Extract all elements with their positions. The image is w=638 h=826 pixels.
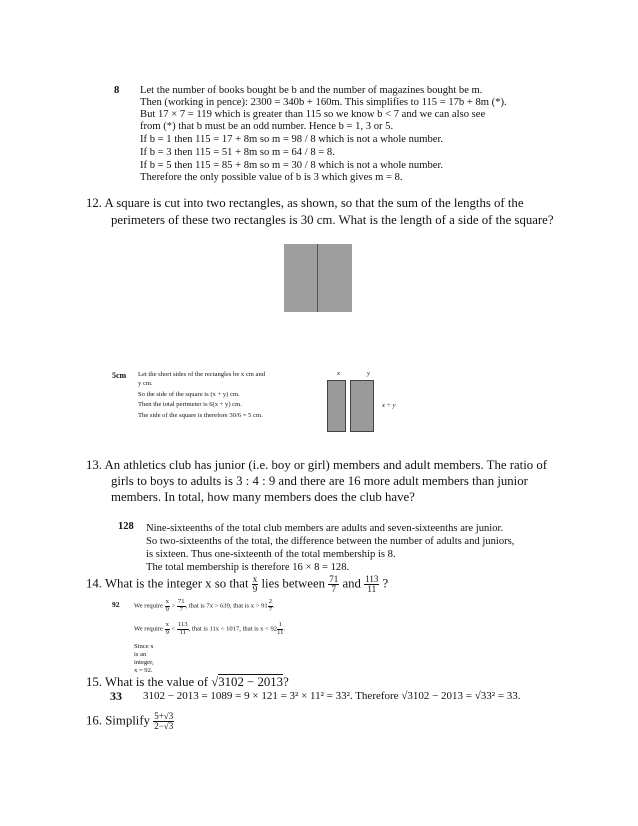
question-text: 13. An athletics club has junior (i.e. boy or girl) members and adult members. The ratio of bbox=[86, 458, 548, 472]
question-text: ? bbox=[283, 675, 289, 689]
solution-line: If b = 3 then 115 = 51 + 8m so m = 64 / 8 = 8. bbox=[140, 147, 335, 158]
radicand: 3102 − 2013 bbox=[218, 675, 284, 689]
solution-answer: 128 bbox=[118, 521, 134, 532]
solution-line: is sixteen. Thus one-sixteenth of the total membership is 8. bbox=[146, 549, 396, 560]
solution-line: Then (working in pence): 2300 = 340b + 160m. This simplifies to 115 = 17b + 8m (*). bbox=[140, 97, 507, 108]
numerator: x bbox=[252, 574, 258, 584]
numerator: 5+√3 bbox=[154, 711, 174, 721]
rectangle-left bbox=[327, 380, 346, 432]
denominator: 11 bbox=[367, 584, 377, 594]
solution-line: y cm. bbox=[138, 380, 153, 387]
solution-line: We require $\frac{x}{9}$ < $\frac{113}{11}$ , that is 11x < 1017, that is x < 92 $\frac{1}{11}$ . bbox=[134, 621, 286, 636]
cut-line bbox=[317, 244, 318, 312]
label-x: x bbox=[337, 370, 340, 377]
solution-line: Then the total perimeter is 6(x + y) cm. bbox=[138, 401, 242, 408]
solution-line: So the side of the square is (x + y) cm. bbox=[138, 391, 240, 398]
solution-line: from (*) that b must be an odd number. Hence b = 1, 3 or 5. bbox=[140, 121, 394, 132]
fraction: $\frac{x}{9}$ bbox=[165, 621, 169, 636]
numerator: 113 bbox=[365, 574, 379, 584]
fraction: $\frac{2}{7}$ bbox=[268, 598, 272, 613]
denominator: 7 bbox=[331, 584, 337, 594]
solution-line: The side of the square is therefore 30/6 = 5 cm. bbox=[138, 412, 263, 419]
solution-text: We require bbox=[134, 625, 163, 633]
label-x-plus-y: x + y bbox=[382, 402, 396, 409]
solution-text: , that is 7x > 639, that is x > 91 bbox=[185, 602, 268, 610]
fraction-71-over-7 bbox=[328, 575, 339, 594]
question-text: 15. What is the value of √ bbox=[86, 675, 219, 689]
question-text: 12. A square is cut into two rectangles, as shown, so that the sum of the lengths of the bbox=[86, 196, 524, 210]
solution-line: If b = 1 then 115 = 17 + 8m so m = 98 / 8 which is not a whole number. bbox=[140, 134, 444, 145]
solution-line: So two-sixteenths of the total, the difference between the number of adults and juniors, bbox=[146, 536, 515, 547]
solution-line: The total membership is therefore 16 × 8 = 128. bbox=[146, 562, 350, 573]
solution-line: Let the number of books bought be b and the number of magazines bought be m. bbox=[140, 85, 483, 96]
question-text: perimeters of these two rectangles is 30 cm. What is the length of a side of the square? bbox=[111, 213, 554, 227]
denominator: 9 bbox=[252, 584, 258, 594]
rectangles-diagram bbox=[320, 370, 420, 435]
square-figure bbox=[284, 244, 352, 312]
solution-text: , that is 11x < 1017, that is x < 92 bbox=[188, 625, 278, 633]
fraction bbox=[153, 712, 174, 731]
solution-line: Since x is an integer, x = 92. bbox=[134, 643, 154, 674]
denominator: 2−√3 bbox=[154, 721, 174, 731]
solution-line: If b = 5 then 115 = 85 + 8m so m = 30 / 8 which is not a whole number. bbox=[140, 160, 444, 171]
solution-answer: 33 bbox=[110, 689, 122, 703]
solution-answer: 5cm bbox=[112, 371, 127, 380]
solution-line: 3102 − 2013 = 1089 = 9 × 121 = 3² × 11² = 33². Therefore √3102 − 2013 = √33² = 33. bbox=[143, 690, 521, 702]
question-text: lies between bbox=[261, 576, 326, 591]
fraction: $\frac{113}{11}$ bbox=[177, 621, 188, 636]
question-text: and bbox=[342, 576, 361, 591]
question-text: members. In total, how many members does the club have? bbox=[111, 490, 415, 504]
label-y: y bbox=[367, 370, 370, 377]
question-14 bbox=[86, 575, 388, 594]
question-text: ? bbox=[382, 576, 389, 591]
solution-line: But 17 × 7 = 119 which is greater than 115 so we know b < 7 and we can also see bbox=[140, 109, 486, 120]
fraction-113-over-11 bbox=[364, 575, 379, 594]
question-16 bbox=[86, 712, 174, 731]
solution-answer: 92 bbox=[112, 600, 120, 609]
solution-line: Nine-sixteenths of the total club members are adults and seven-sixteenths are junior. bbox=[146, 523, 504, 534]
solution-text: We require bbox=[134, 602, 163, 610]
solution-number: 8 bbox=[114, 85, 120, 96]
numerator: 71 bbox=[329, 574, 339, 584]
question-text: girls to boys to adults is 3 : 4 : 9 and there are 16 more adult members than junior bbox=[111, 474, 528, 488]
question-text: 16. Simplify bbox=[86, 713, 150, 728]
solution-line: Therefore the only possible value of b is 3 which gives m = 8. bbox=[140, 172, 403, 183]
fraction: $\frac{x}{9}$ bbox=[165, 598, 169, 613]
fraction-x-over-9 bbox=[252, 575, 259, 594]
solution-8 bbox=[0, 0, 638, 185]
fraction: $\frac{1}{11}$ bbox=[277, 621, 284, 636]
solution-line: Let the short sides of the rectangles be x cm and bbox=[138, 371, 266, 378]
fraction: $\frac{71}{7}$ bbox=[177, 598, 185, 613]
rectangle-right bbox=[350, 380, 374, 432]
question-text: 14. What is the integer x so that bbox=[86, 576, 249, 591]
solution-line: We require $\frac{x}{9}$ > $\frac{71}{7}$ , that is 7x > 639, that is x > 91 $\frac{2}{7}$ . bbox=[134, 598, 275, 613]
